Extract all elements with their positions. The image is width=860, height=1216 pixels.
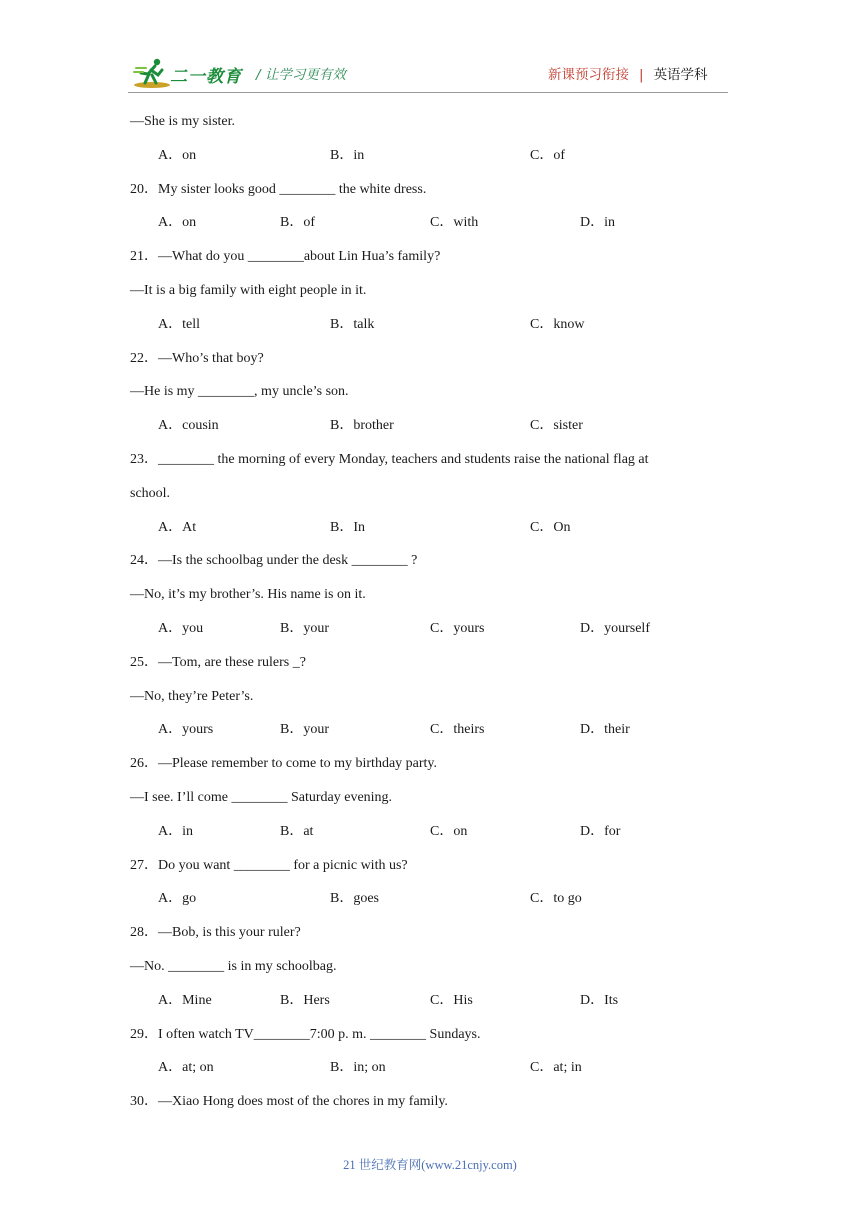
answer-option: A．at; on: [158, 1060, 214, 1076]
question-line: 26．—Please remember to come to my birthday party.: [130, 756, 438, 772]
answer-option: A．you: [158, 620, 204, 636]
question-line: 20．My sister looks good ________ the white dress.: [130, 181, 427, 197]
option-row: [130, 719, 730, 753]
answer-option: A．on: [158, 147, 197, 163]
question-line: —It is a big family with eight people in it.: [130, 282, 367, 298]
logo-text: 二一教育: [170, 67, 242, 87]
answer-option: D．Its: [580, 992, 619, 1008]
question-line: —He is my ________, my uncle’s son.: [130, 384, 349, 400]
answer-option: A．At: [158, 519, 197, 535]
question-line: 21．—What do you ________about Lin Hua’s family?: [130, 249, 441, 265]
answer-option: B．goes: [330, 891, 379, 907]
answer-option: D．for: [580, 823, 621, 839]
answer-option: C．of: [530, 147, 565, 163]
answer-option: C．know: [530, 316, 585, 332]
option-row: [130, 517, 730, 551]
answer-option: A．Mine: [158, 992, 212, 1008]
answer-option: C．to go: [530, 891, 582, 907]
header-separator: |: [639, 67, 644, 83]
question-line: 29．I often watch TV________7:00 p. m. ________ Sundays.: [130, 1026, 481, 1042]
question-line: —No. ________ is in my schoolbag.: [130, 958, 337, 974]
answer-option: B．brother: [330, 418, 394, 434]
answer-option: D．their: [580, 722, 630, 738]
answer-option: B．of: [280, 215, 315, 231]
option-row: [130, 212, 730, 246]
answer-option: B．Hers: [280, 992, 330, 1008]
question-line: —She is my sister.: [130, 114, 236, 129]
answer-option: C．at; in: [530, 1060, 582, 1076]
answer-option: A．in: [158, 823, 193, 839]
answer-option: A．on: [158, 215, 197, 231]
page-header: [0, 0, 860, 100]
question-line: 24．—Is the schoolbag under the desk ________ ?: [130, 553, 418, 569]
answer-option: C．with: [430, 215, 479, 231]
question-line: 22．—Who’s that boy?: [130, 350, 264, 366]
answer-option: C．theirs: [430, 722, 485, 738]
question-line: —I see. I’ll come ________ Saturday evening.: [130, 789, 393, 805]
answer-option: D．in: [580, 215, 615, 231]
answer-option: C．On: [530, 519, 571, 535]
option-row: [130, 314, 730, 348]
option-row: [130, 618, 730, 652]
answer-option: A．go: [158, 891, 197, 907]
answer-option: B．your: [280, 620, 329, 636]
question-line: —No, they’re Peter’s.: [130, 688, 254, 704]
question-line: 27．Do you want ________ for a picnic with us?: [130, 857, 408, 873]
question-line: 25．—Tom, are these rulers _?: [130, 654, 306, 670]
answer-option: B．in: [330, 147, 365, 163]
option-row: [130, 821, 730, 855]
option-row: [130, 888, 730, 922]
answer-option: B．your: [280, 722, 329, 738]
answer-option: C．yours: [430, 620, 485, 636]
header-rule: [128, 92, 728, 93]
question-line: 23．________ the morning of every Monday, teachers and students raise the national flag at: [130, 451, 649, 467]
question-list: [130, 111, 730, 1125]
answer-option: B．talk: [330, 316, 375, 332]
header-course: 新课预习衔接: [548, 67, 629, 83]
answer-option: A．yours: [158, 722, 214, 738]
answer-option: C．on: [430, 823, 468, 839]
answer-option: B．at: [280, 823, 314, 839]
page-footer: 21 世纪教育网(www.21cnjy.com): [343, 1158, 517, 1172]
answer-option: B．In: [330, 519, 365, 535]
option-row: [130, 990, 730, 1024]
answer-option: A．cousin: [158, 418, 219, 434]
question-line: 28．—Bob, is this your ruler?: [130, 925, 301, 941]
header-subject: [548, 63, 708, 83]
answer-option: A．tell: [158, 316, 200, 332]
question-line: —No, it’s my brother’s. His name is on it.: [130, 587, 366, 603]
answer-option: D．yourself: [580, 620, 650, 636]
header-subject-label: 英语学科: [653, 67, 708, 83]
header-slogan: / 让学习更有效: [256, 67, 346, 83]
option-row: [130, 1057, 730, 1091]
answer-option: C．sister: [530, 418, 583, 434]
option-row: [130, 415, 730, 449]
answer-option: C．His: [430, 992, 473, 1008]
question-line: school.: [130, 485, 171, 501]
option-row: [130, 145, 730, 179]
answer-option: B．in; on: [330, 1060, 386, 1076]
question-line: 30．—Xiao Hong does most of the chores in my family.: [130, 1094, 448, 1110]
